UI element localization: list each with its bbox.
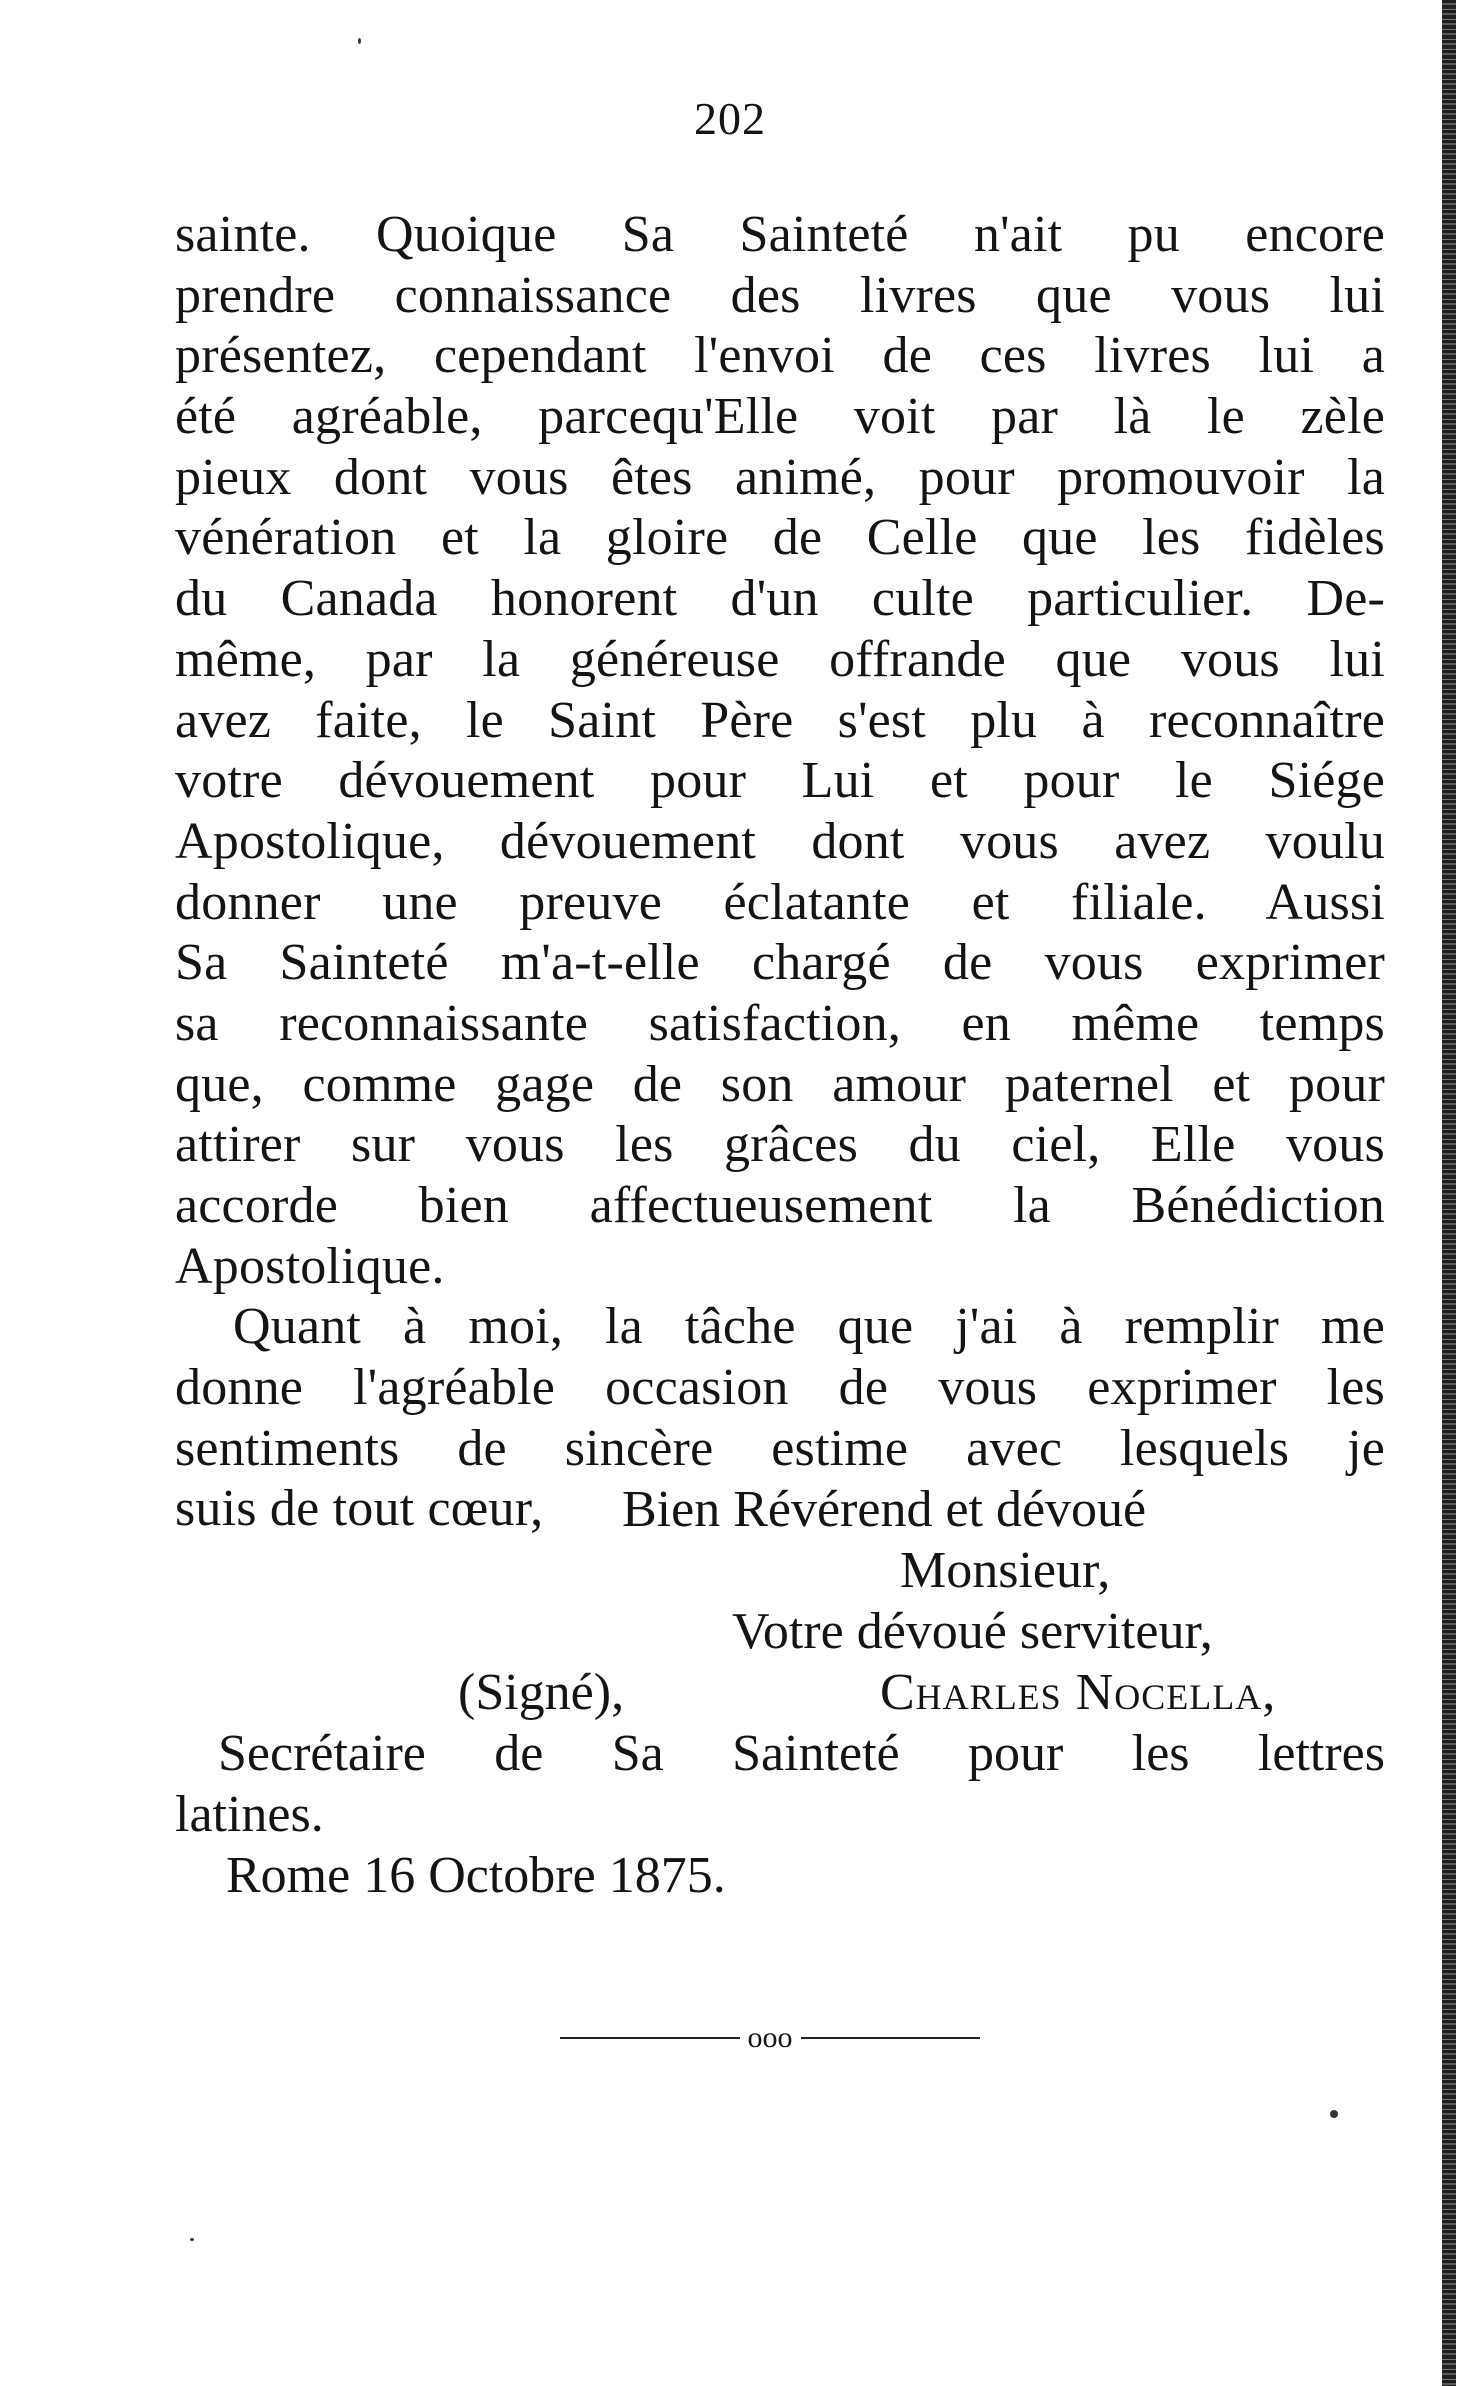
signed-label: (Signé), xyxy=(458,1664,625,1721)
divider-ornament: ooo xyxy=(747,2021,793,2054)
text-line: Quant à moi, la tâche que j'ai à remplir me xyxy=(233,1298,1385,1356)
signatory-title: Secrétaire de Sa Sainteté pour les lettres xyxy=(218,1725,1385,1782)
letter-date: Rome 16 Octobre 1875. xyxy=(226,1847,726,1904)
ink-speck xyxy=(1330,2110,1338,2118)
text-line: sa reconnaissante satisfaction, en même temps xyxy=(175,994,1385,1052)
text-line: Apostolique, dévouement dont vous avez voulu xyxy=(175,812,1385,870)
text-line: Sa Sainteté m'a-t-elle chargé de vous exprimer xyxy=(175,934,1385,992)
section-divider xyxy=(560,2018,980,2058)
scanned-page-edge xyxy=(1442,0,1456,2386)
text-line: vénération et la gloire de Celle que les fidèles xyxy=(175,509,1385,567)
letter-body xyxy=(175,205,1385,1540)
closing-servant: Votre dévoué serviteur, xyxy=(732,1603,1213,1660)
text-line: présentez, cependant l'envoi de ces livres lui a xyxy=(175,327,1385,385)
signatory-title-continued: latines. xyxy=(175,1786,324,1843)
signatory-name: Charles Nocella, xyxy=(880,1664,1277,1721)
page-number: 202 xyxy=(694,93,766,144)
text-line: suis de tout cœur, xyxy=(175,1480,544,1538)
text-line: donner une preuve éclatante et filiale. Aussi xyxy=(175,873,1385,931)
divider-rule-left xyxy=(560,2037,740,2039)
text-line: que, comme gage de son amour paternel et pour xyxy=(175,1055,1385,1113)
text-line: du Canada honorent d'un culte particulier. De- xyxy=(175,570,1385,628)
text-line: même, par la généreuse offrande que vous lui xyxy=(175,630,1385,688)
text-line: votre dévouement pour Lui et pour le Siége xyxy=(175,752,1385,810)
text-line: pieux dont vous êtes animé, pour promouvoir la xyxy=(175,448,1385,506)
divider-rule-right xyxy=(801,2037,981,2039)
ink-speck xyxy=(358,38,361,44)
closing-address: Monsieur, xyxy=(900,1542,1111,1599)
text-line: avez faite, le Saint Père s'est plu à reconnaître xyxy=(175,691,1385,749)
text-line: été agréable, parcequ'Elle voit par là le zèle xyxy=(175,388,1385,446)
text-line: donne l'agréable occasion de vous exprimer les xyxy=(175,1359,1385,1417)
text-line: attirer sur vous les grâces du ciel, Elle vous xyxy=(175,1116,1385,1174)
closing-salutation: Bien Révérend et dévoué xyxy=(622,1481,1147,1538)
text-line: accorde bien affectueusement la Bénédiction xyxy=(175,1177,1385,1234)
text-line: prendre connaissance des livres que vous lui xyxy=(175,266,1385,324)
text-line: sentiments de sincère estime avec lesquels je xyxy=(175,1419,1385,1477)
text-line: Apostolique. xyxy=(175,1237,445,1295)
ink-speck xyxy=(190,2238,194,2241)
text-line: sainte. Quoique Sa Sainteté n'ait pu encore xyxy=(175,206,1385,263)
